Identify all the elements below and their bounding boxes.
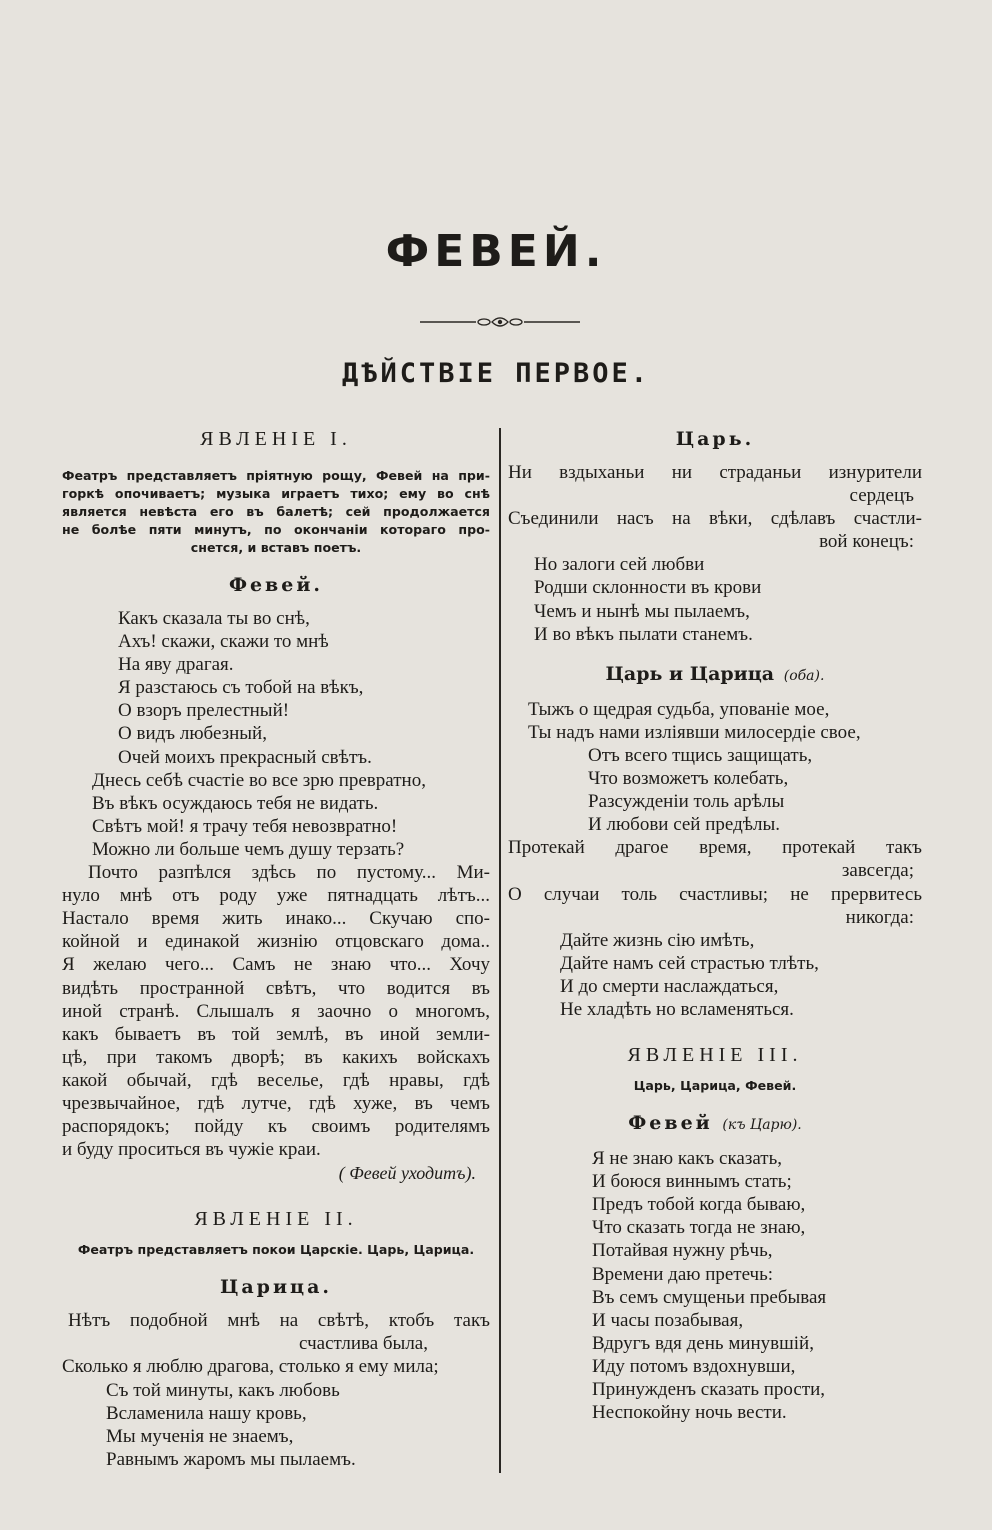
page-title: ФЕВЕЙ. [385, 226, 607, 277]
scene-1-stage-direction: Феатръ представляетъ пріятную рощу, Февей на при- горкѣ опочиваетъ; музыка играетъ тихо; ему во снѣ является невѣста его въ балетѣ; сей продолжается не болѣе пяти минутъ, по окончаніи котораго про- снется, и вставъ поетъ. [62, 468, 490, 555]
duet-verse: Тыжъ о щедрая судьба, упованіе мое, Ты надъ нами изліявши милосердіе свое, Отъ всего тщись защищать, Что возможетъ колебать, Разсужденіи толь арѣлы И любови сей предѣлы. Протекай драгое время, протекай такъ завсегда; О случаи толь счастливы; не прервитесь никогда: Дайте жизнь сію имѣть, Дайте намъ сей страстью тлѣть, И до смерти наслаждаться, Не хладѣть но всламеняться. [508, 698, 922, 1020]
fevey-to-tsar-verse: Я не знаю какъ сказать, И боюся виннымъ стать; Предъ тобой когда бываю, Что сказать тогда не знаю, Потайвая нужну рѣчь, Времени даю претечь: Въ семъ смущеньи пребывая И часы позабывая, Вдругъ вдя день минувшій, Иду потомъ вздохнувши, Принужденъ сказать прости, Неспокойну ночь вести. [592, 1148, 827, 1424]
tsaritsa-verse: Нѣтъ подобной мнѣ на свѣтѣ, ктобъ такъ счастлива была, Сколько я люблю драгова, столько я ему мила; Съ той минуты, какъ любовь Всламенила нашу кровь, Мы мученія не знаемъ, Равнымъ жаромъ мы пылаемъ. [62, 1310, 490, 1470]
tsar-verse: Ни вздыханьи ни страданьи изнурители сердецъ Съединили насъ на вѣки, сдѣлавъ счастли- вой конецъ: Но залоги сей любви Родши склонности въ крови Чемъ и нынѣ мы пылаемъ, И во вѣкъ пылати станемъ. [508, 462, 922, 645]
left-column [62, 425, 490, 1471]
speaker-tsaritsa: Царица. [219, 1276, 332, 1299]
scene-3-stage-direction: Царь, Царица, Февей. [633, 1078, 797, 1094]
stage-direction-fevey-exits: ( Февей уходитъ). [338, 1163, 476, 1184]
speaker-fevey: Февей. [228, 574, 324, 596]
ornament-divider-icon [420, 314, 580, 330]
right-column [508, 425, 922, 1424]
speaker-tsar: Царь. [675, 428, 755, 450]
scene-1-heading: ЯВЛЕНІЕ І. [200, 428, 352, 450]
column-divider [499, 428, 501, 1473]
scene-3-heading: ЯВЛЕНІЕ III. [627, 1044, 803, 1067]
speaker-tsar-and-tsaritsa: Царь и Царица (оба). [605, 662, 825, 685]
scene-2-heading: ЯВЛЕНІЕ II. [194, 1208, 358, 1231]
fevey-verse: Какъ сказала ты во снѣ, Ахъ! скажи, скажи то мнѣ На яву драгая. Я разстаюсь съ тобой на вѣкъ, О взоръ прелестный! О видъ любезный, Очей моихъ прекрасный свѣтъ. Днесь себѣ счастіе во все зрю превратно, Въ вѣкъ осуждаюсь тебя не видать. Свѣтъ мой! я трачу тебя невозвратно! Можно ли больше чемъ душу терзать? [92, 608, 426, 860]
fevey-prose: Почто разпѣлся здѣсь по пустому... Ми- нуло мнѣ отъ роду уже пятнадцать лѣтъ... Настало время жить инако... Скучаю спо- койной и единакой жизнію отцовскаго дома.. Я желаю чего... Самъ не знаю что... Хочу видѣть пространной свѣтъ, что водится въ иной странѣ. Слышалъ я заочно о многомъ, какъ бываетъ въ той землѣ, въ иной земли- цѣ, при такомъ дворѣ; въ какихъ войскахъ какой обычай, гдѣ веселье, гдѣ нравы, гдѣ чрезвычайное, гдѣ лутче, гдѣ хуже, въ чемъ распорядокъ; пойду къ своимъ родителямъ и буду проситься въ чужіе краи. [62, 862, 490, 1161]
scene-2-stage-direction: Феатръ представляетъ покои Царскіе. Царь, Царица. [77, 1242, 475, 1258]
act-title: ДѢЙСТВІЕ ПЕРВОЕ. [341, 358, 651, 389]
speaker-fevey-to-tsar: Февей (къ Царю). [628, 1112, 802, 1135]
